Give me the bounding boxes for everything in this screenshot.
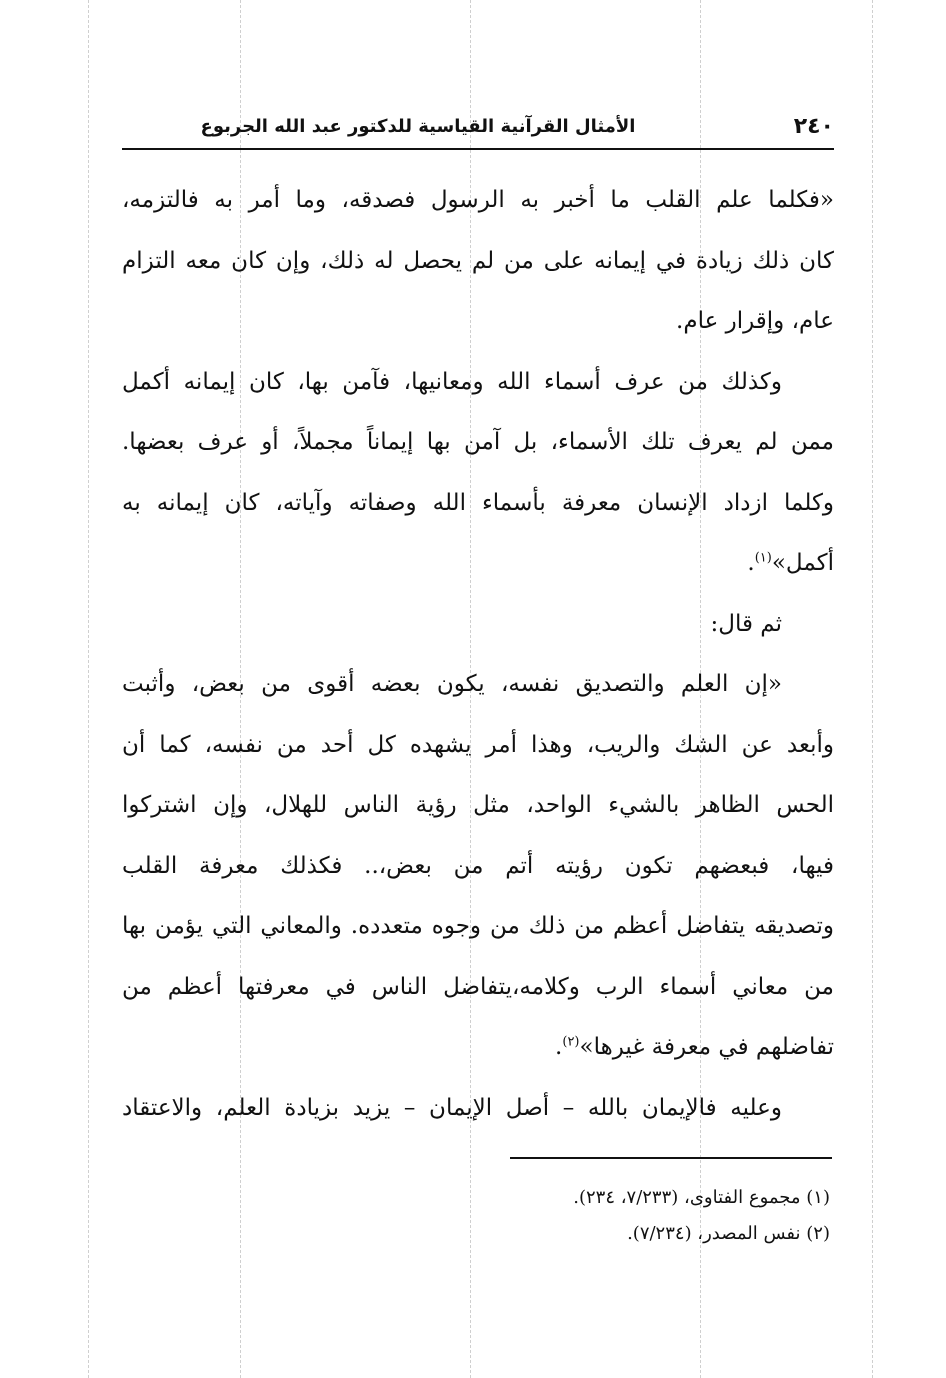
text-line: تفاضلهم في معرفة غيرها» — [579, 1034, 834, 1060]
text-line: فيها، فبعضهم تكون رؤيته أتم من بعض،.. فكذلك معرفة القلب — [122, 852, 834, 879]
text-line: وعليه فالإيمان بالله – أصل الإيمان – يزيد بزيادة العلم، والاعتقاد — [122, 1094, 782, 1121]
text-line: عام، وإقرار عام. — [676, 308, 834, 334]
text-line: أكمل» — [771, 550, 834, 576]
text-line: ثم قال: — [710, 610, 782, 637]
footnote: (٢) نفس المصدر، (٧/٢٣٤). — [627, 1223, 830, 1244]
text-line: وتصديقه يتفاضل أعظم من ذلك من وجوه متعدده. والمعاني التي يؤمن بها — [122, 913, 834, 939]
scan-margin-line — [872, 0, 873, 1378]
footnote-reference: (٢) — [562, 1034, 580, 1050]
text-line-with-note: تفاضلهم في معرفة غيرها»$^{(٢)}$. — [555, 1034, 834, 1060]
text-line: «فكلما علم القلب ما أخبر به الرسول فصدقه، وما أمر به فالتزمه، — [122, 187, 834, 213]
text-line: من معاني أسماء الرب وكلامه،يتفاضل الناس في معرفتها أعظم من — [122, 973, 834, 1000]
body-text — [122, 170, 834, 1138]
text-line: ممن لم يعرف تلك الأسماء، بل آمن بها إيماناً مجملاً، أو عرف بعضها. — [122, 429, 834, 455]
footnote: (١) مجموع الفتاوى، (٧/٢٣٣، ٢٣٤). — [573, 1187, 830, 1208]
scan-margin-line — [88, 0, 89, 1378]
page-number: ٢٤٠ — [793, 114, 834, 139]
running-title: الأمثال القرآنية القياسية للدكتور عبد الله الجربوع — [200, 116, 636, 137]
text-line: وكلما ازداد الإنسان معرفة بأسماء الله وصفاته وآياته، كان إيمانه به — [122, 489, 834, 516]
page-header — [122, 108, 834, 150]
text-line: الحس الظاهر بالشيء الواحد، مثل رؤية الناس للهلال، وإن اشتركوا — [122, 792, 834, 818]
footnote-reference: (١) — [754, 550, 772, 566]
text-line: وكذلك من عرف أسماء الله ومعانيها، فآمن بها، كان إيمانه أكمل — [122, 368, 782, 395]
footnotes — [122, 1180, 834, 1252]
text-line: «إن العلم والتصديق نفسه، يكون بعضه أقوى من بعض، وأثبت — [122, 671, 782, 697]
footnote-divider — [510, 1157, 832, 1159]
text-line-with-note: أكمل»$^{(١)}$. — [747, 550, 834, 576]
text-line: كان ذلك زيادة في إيمانه على من لم يحصل له ذلك، وإن كان معه التزام — [122, 247, 834, 274]
text-line: وأبعد عن الشك والريب، وهذا أمر يشهده كل أحد من نفسه، كما أن — [122, 731, 834, 758]
